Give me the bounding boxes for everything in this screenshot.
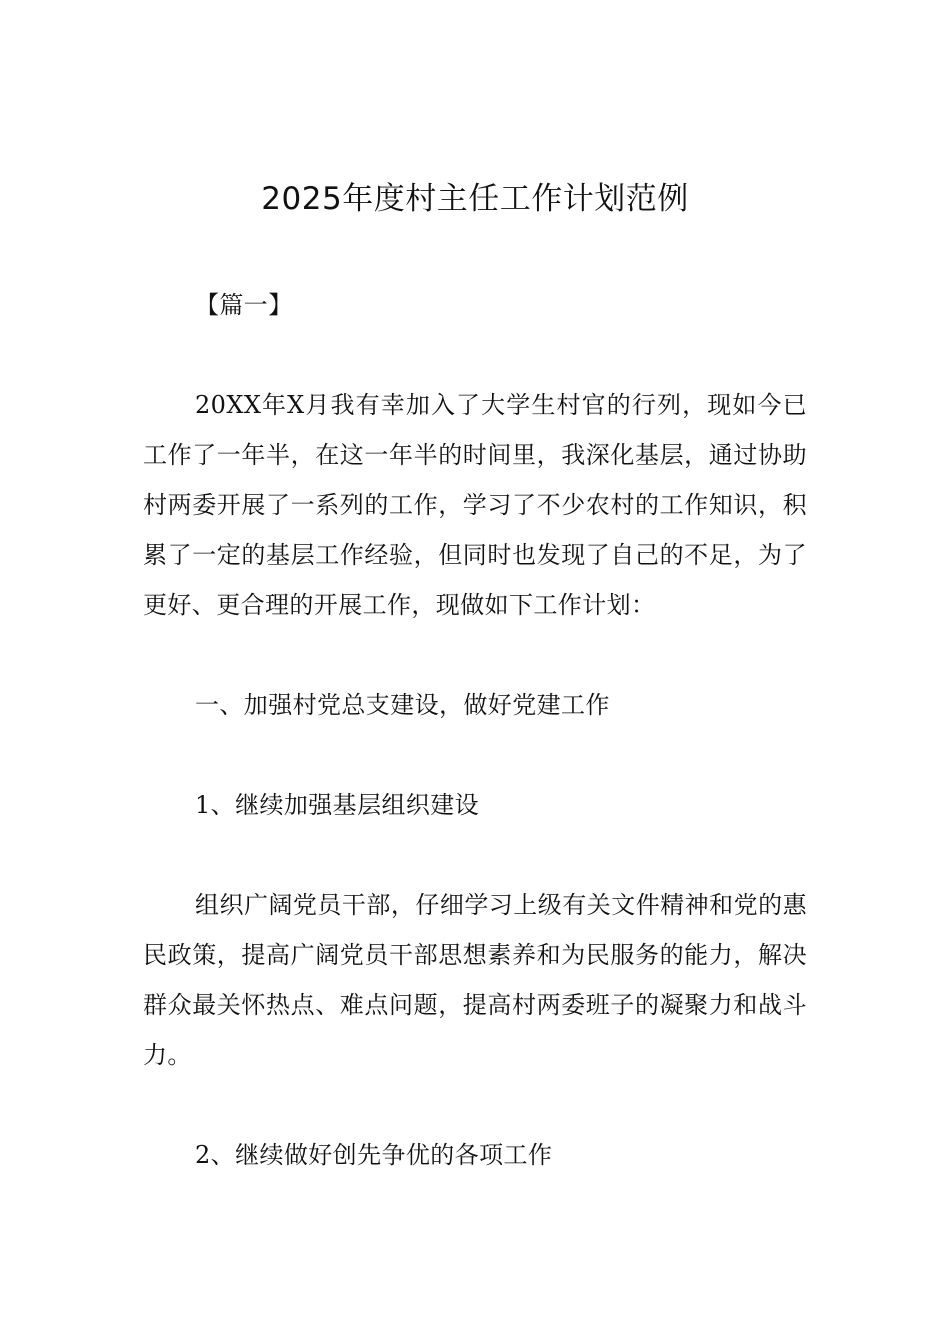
document-title: 2025年度村主任工作计划范例 — [261, 181, 689, 217]
document-body — [143, 280, 807, 1180]
section-label: 【篇一】 — [195, 291, 293, 319]
subheading-1: 1、继续加强基层组织建设 — [195, 791, 480, 819]
paragraph-organization: 组织广阔党员干部，仔细学习上级有关文件精神和党的惠民政策，提高广阔党员干部思想素养和为民服务的能力，解决群众最关怀热点、难点问题，提高村两委班子的凝聚力和战斗力。 — [143, 891, 807, 1069]
heading-section-1: 一、加强村党总支建设，做好党建工作 — [195, 691, 610, 719]
paragraph-intro: 20XX年X月我有幸加入了大学生村官的行列，现如今已工作了一年半，在这一年半的时间里，我深化基层，通过协助村两委开展了一系列的工作，学习了不少农村的工作知识，积累了一定的基层工作经验，但同时也发现了自己的不足，为了更好、更合理的开展工作，现做如下工作计划： — [143, 391, 807, 619]
subheading-2: 2、继续做好创先争优的各项工作 — [195, 1141, 553, 1169]
